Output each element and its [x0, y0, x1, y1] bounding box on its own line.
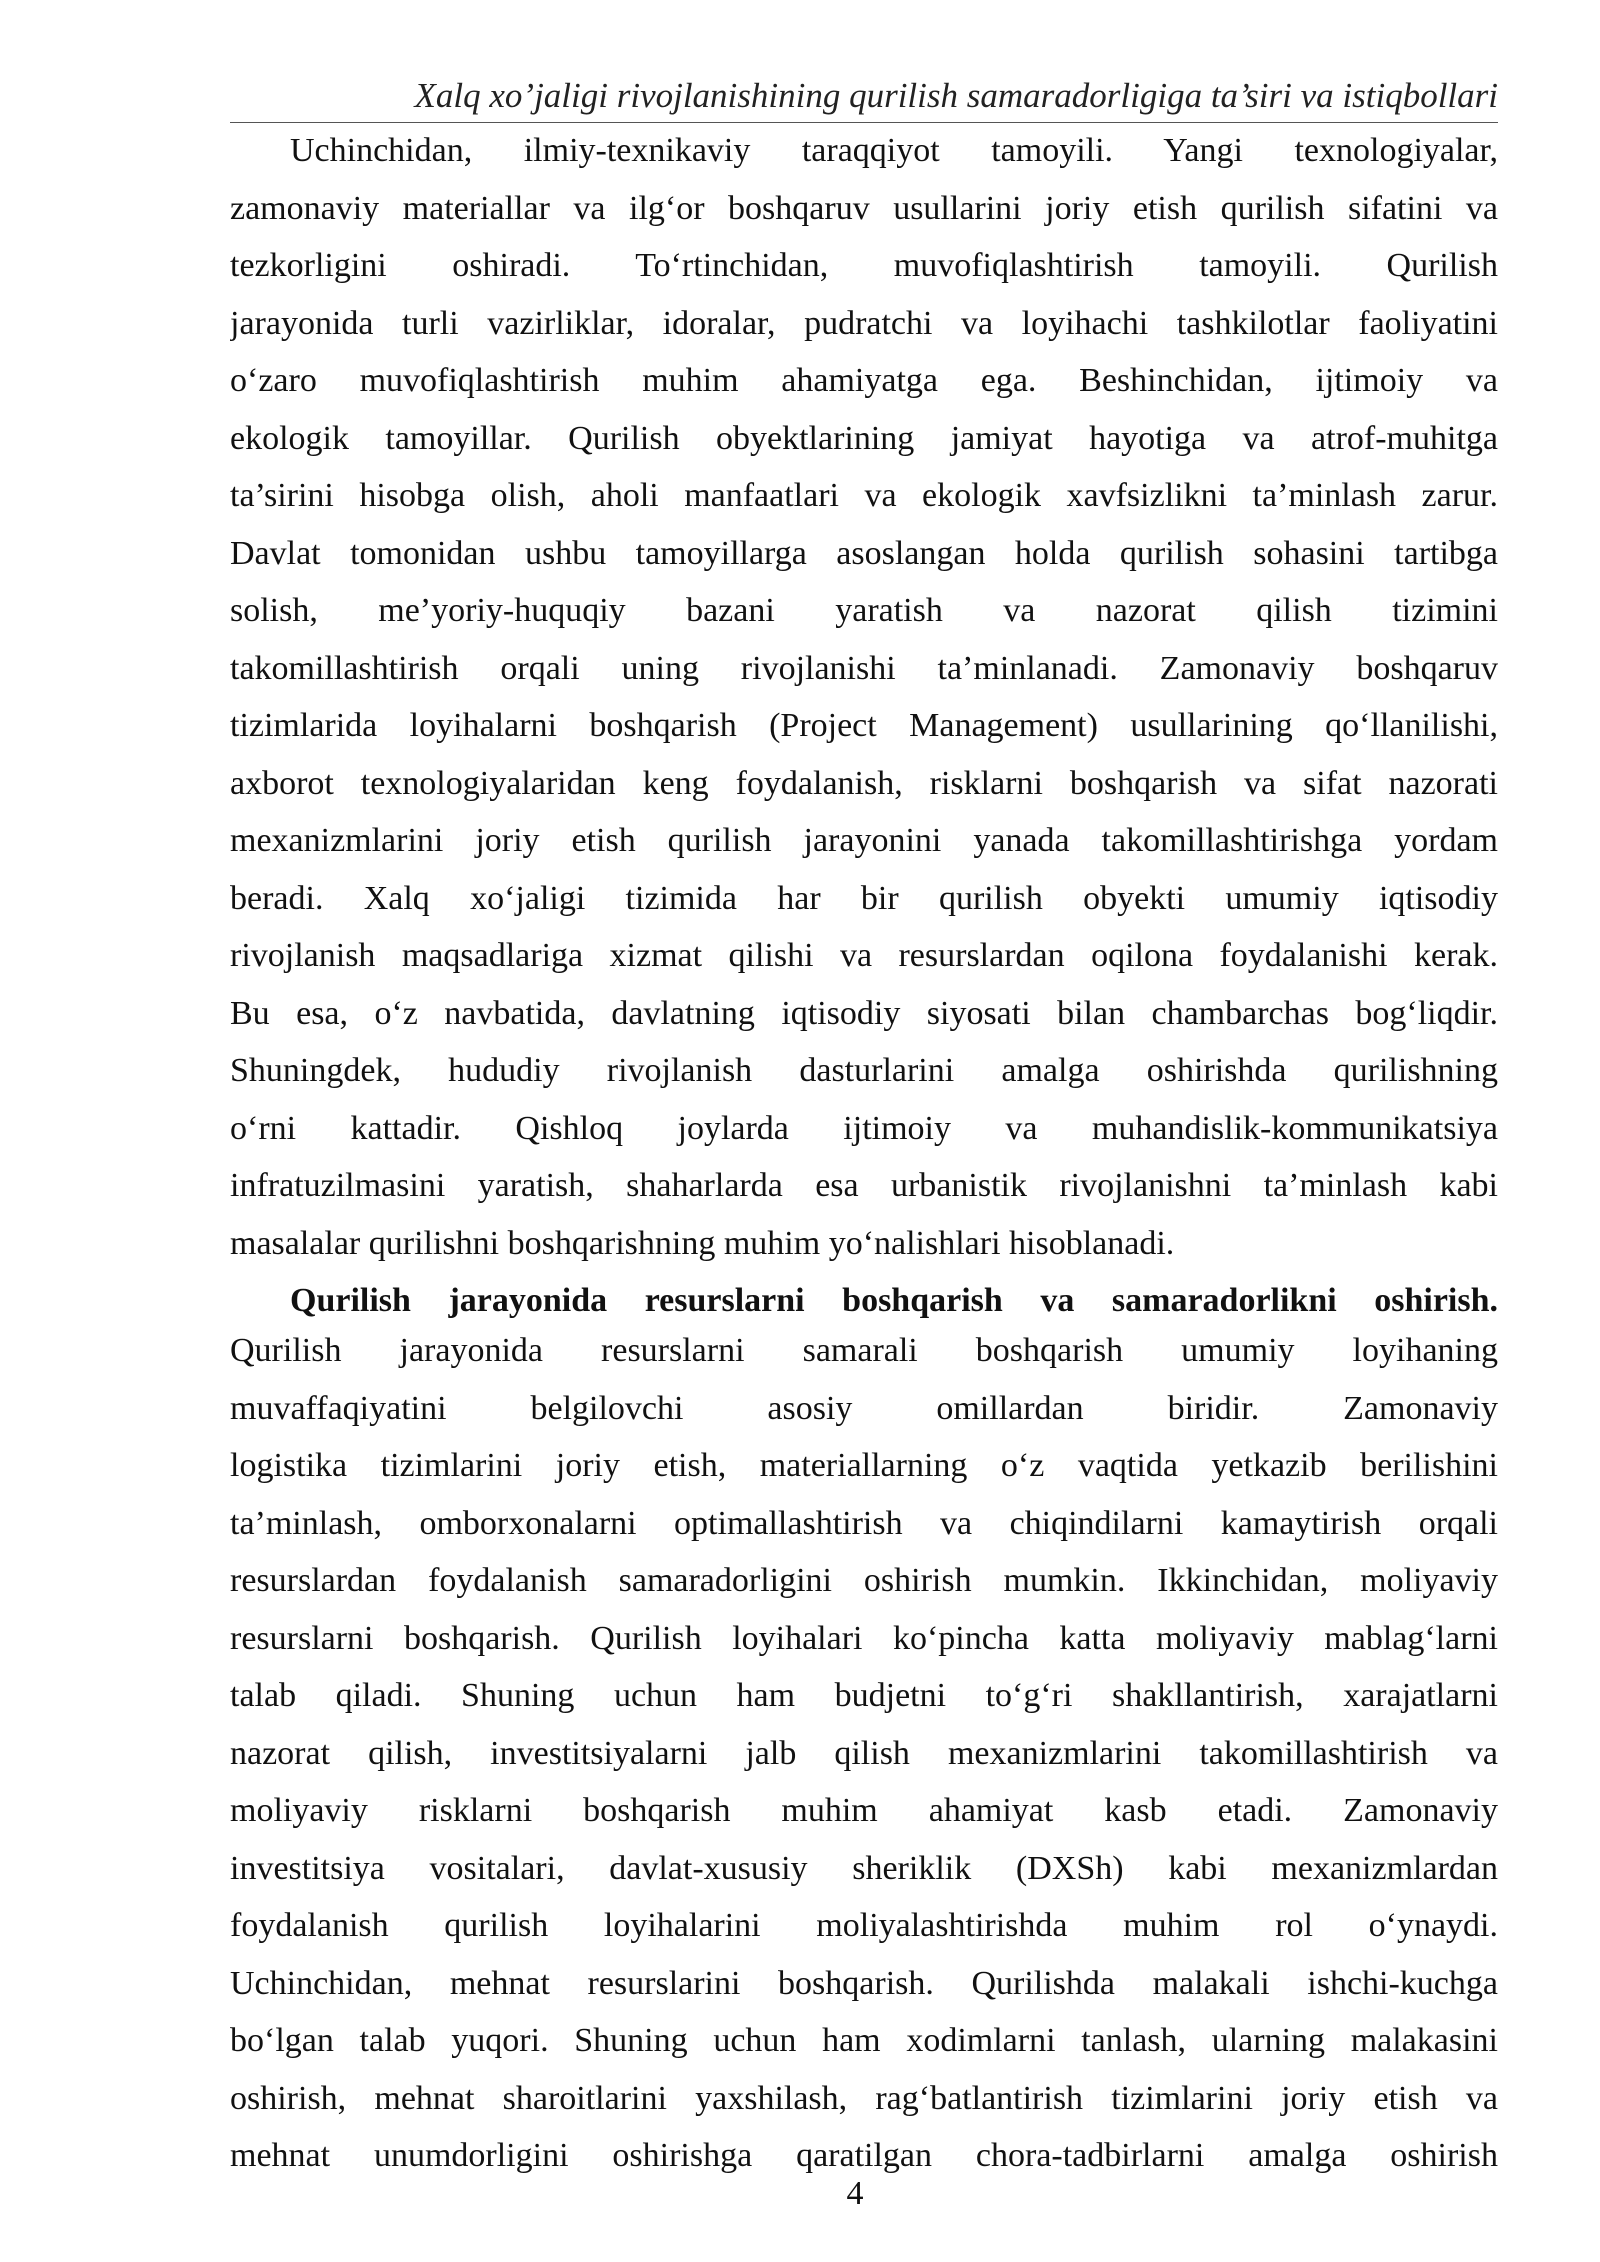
text-line: nazorat qilish, investitsiyalarni jalb qilish mexanizmlarini takomillashtirish va: [230, 1734, 1498, 1772]
text-line: resurslarni boshqarish. Qurilish loyihalari ko‘pincha katta moliyaviy mablag‘larni: [230, 1619, 1498, 1657]
text-line: takomillashtirish orqali uning rivojlanishi ta’minlanadi. Zamonaviy boshqaruv: [230, 649, 1498, 687]
page-number: 4: [846, 2175, 864, 2212]
body-text: [230, 122, 1498, 2185]
text-line: logistika tizimlarini joriy etish, materiallarning o‘z vaqtida yetkazib berilishini: [230, 1447, 1498, 1484]
text-line: Shuningdek, hududiy rivojlanish dasturlarini amalga oshirishda qurilishning: [230, 1052, 1498, 1089]
text-line: bo‘lgan talab yuqori. Shuning uchun ham xodimlarni tanlash, ularning malakasini: [230, 2022, 1498, 2059]
text-line: tizimlarida loyihalarni boshqarish (Project Management) usullarining qo‘llanilishi,: [230, 707, 1498, 744]
text-line: solish, me’yoriy-huquqiy bazani yaratish va nazorat qilish tizimini: [230, 592, 1498, 629]
text-line: jarayonida turli vazirliklar, idoralar, pudratchi va loyihachi tashkilotlar faoliyatini: [230, 304, 1498, 342]
text-line: moliyaviy risklarni boshqarish muhim ahamiyat kasb etadi. Zamonaviy: [230, 1792, 1498, 1829]
text-line: talab qiladi. Shuning uchun ham budjetni to‘g‘ri shakllantirish, xarajatlarni: [230, 1677, 1498, 1714]
text-line: resurslardan foydalanish samaradorligini oshirish mumkin. Ikkinchidan, moliyaviy: [230, 1562, 1498, 1599]
text-line: infratuzilmasini yaratish, shaharlarda esa urbanistik rivojlanishni ta’minlash kabi: [230, 1167, 1498, 1204]
text-line: oshirish, mehnat sharoitlarini yaxshilash, rag‘batlantirish tizimlarini joriy etish va: [230, 2079, 1498, 2117]
text-line: o‘zaro muvofiqlashtirish muhim ahamiyatga ega. Beshinchidan, ijtimoiy va: [230, 362, 1498, 399]
running-header: Xalq xo’jaligi rivojlanishining qurilish samaradorligiga ta’siri va istiqbollari: [414, 76, 1498, 115]
text-line: Uchinchidan, ilmiy-texnikaviy taraqqiyot tamoyili. Yangi texnologiyalar,: [290, 132, 1498, 169]
text-line: ta’minlash, omborxonalarni optimallashtirish va chiqindilarni kamaytirish orqali: [230, 1504, 1498, 1542]
text-line: o‘rni kattadir. Qishloq joylarda ijtimoiy va muhandislik-kommunikatsiya: [230, 1109, 1498, 1147]
text-line: masalalar qurilishni boshqarishning muhim yo‘nalishlari hisoblanadi.: [230, 1224, 1175, 1262]
section-heading: Qurilish jarayonida resurslarni boshqarish va samaradorlikni oshirish.: [290, 1282, 1498, 1319]
text-line: zamonaviy materiallar va ilg‘or boshqaruv usullarini joriy etish qurilish sifatini va: [230, 189, 1498, 227]
text-line: Bu esa, o‘z navbatida, davlatning iqtisodiy siyosati bilan chambarchas bog‘liqdir.: [230, 994, 1498, 1032]
text-line: muvaffaqiyatini belgilovchi asosiy omillardan biridir. Zamonaviy: [230, 1389, 1498, 1427]
text-line: Uchinchidan, mehnat resurslarini boshqarish. Qurilishda malakali ishchi-kuchga: [230, 1964, 1498, 2002]
text-line: Qurilish jarayonida resurslarni samarali boshqarish umumiy loyihaning: [230, 1332, 1498, 1369]
text-line: ekologik tamoyillar. Qurilish obyektlarining jamiyat hayotiga va atrof-muhitga: [230, 419, 1498, 457]
text-line: mexanizmlarini joriy etish qurilish jarayonini yanada takomillashtirishga yordam: [230, 822, 1498, 859]
text-line: foydalanish qurilish loyihalarini moliyalashtirishda muhim rol o‘ynaydi.: [230, 1907, 1498, 1944]
text-line: rivojlanish maqsadlariga xizmat qilishi va resurslardan oqilona foydalanishi kerak.: [230, 937, 1498, 974]
text-line: ta’sirini hisobga olish, aholi manfaatlari va ekologik xavfsizlikni ta’minlash zarur.: [230, 477, 1498, 514]
text-line: investitsiya vositalari, davlat-xususiy sheriklik (DXSh) kabi mexanizmlardan: [230, 1849, 1498, 1887]
text-line: axborot texnologiyalaridan keng foydalanish, risklarni boshqarish va sifat nazorati: [230, 764, 1498, 802]
text-line: Davlat tomonidan ushbu tamoyillarga asoslangan holda qurilish sohasini tartibga: [230, 534, 1498, 572]
text-line: mehnat unumdorligini oshirishga qaratilgan chora-tadbirlarni amalga oshirish: [230, 2137, 1498, 2174]
text-line: beradi. Xalq xo‘jaligi tizimida har bir qurilish obyekti umumiy iqtisodiy: [230, 879, 1498, 917]
text-line: tezkorligini oshiradi. To‘rtinchidan, muvofiqlashtirish tamoyili. Qurilish: [230, 247, 1498, 284]
